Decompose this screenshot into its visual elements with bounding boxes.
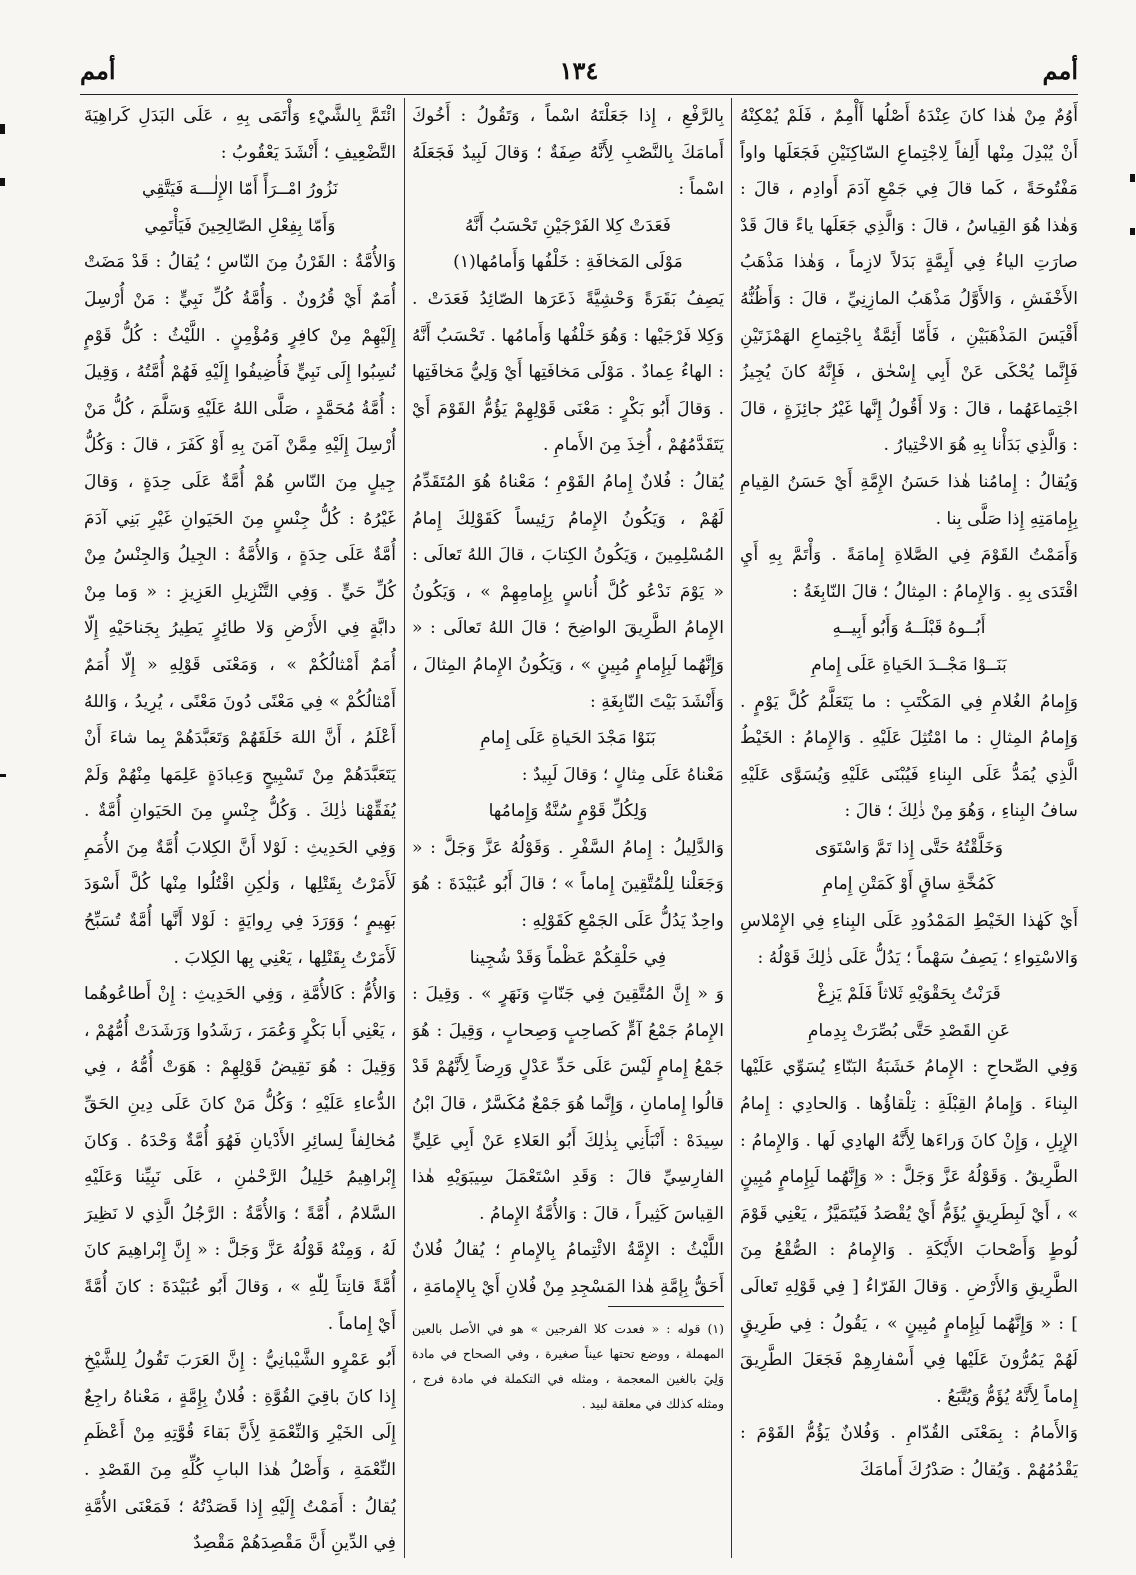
paragraph: وَالأَمامُ : بِمَعْنَى القُدّامِ . وَفُلانٌ يَؤُمُّ القَوْمَ : يَقْدُمُهُمْ . وَيُقالُ : صَدْرُكَ أَمامَكَ [740, 1423, 1078, 1480]
page-number: ١٣٤ [559, 56, 599, 85]
scan-mark [1130, 174, 1135, 182]
paragraph: أَبُو عَمْرٍو الشَّيْبانِيُّ : إِنَّ العَرَبَ تَقُولُ لِلشَّيْخِ إِذا كانَ باقِيَ القُوَّةِ : فُلانٌ بِإِمَّةٍ ، مَعْناهُ راجِعٌ إِلَى الخَيْرِ وَالنِّعْمَةِ لِأَنَّ بَقاءَ قُوَّتِهِ مِنْ أَعْظَمِ النِّعْمَةِ ، وَأَصْلُ هٰذا البابِ كُلِّهِ مِنَ القَصْدِ . يُقالُ : أَمَمْتُ إِلَيْهِ إِذا قَصَدْتُهُ ؛ فَمَعْنَى الأُمَّةِ فِي الدِّينِ أَنَّ مَقْصِدَهُمْ مَقْصِدٌ [84, 1350, 396, 1554]
paragraph: يُقالُ : فُلانٌ إِمامُ القَوْمِ ؛ مَعْناهُ هُوَ المُتَقَدِّمُ لَهُمْ ، وَيَكُونُ الإِمامُ رَئِيساً كَقَوْلِكَ إِمامُ المُسْلِمِينَ ، وَيَكُونُ الكِتابَ ، قالَ اللهُ تَعالَى : « يَوْمَ نَدْعُو كُلَّ أُناسٍ بِإِمامِهِمْ » ، وَيَكُونُ الإِمامُ الطَّرِيقَ الواضِحَ ؛ قالَ اللهُ تَعالَى : « وَإِنَّهُما لَبِإِمامٍ مُبِينٍ » ، وَيَكُونُ الإِمامُ المِثالَ ، وَأَنْشَدَ بَيْتَ النّابِغَةِ : [412, 471, 724, 712]
column-right [740, 98, 1078, 1558]
column-middle [412, 98, 724, 1298]
verse-line: وَلِكُلِّ قَوْمٍ سُنَّةٌ وَإِمامُها [488, 801, 648, 822]
paragraph: وَالدَّلِيلُ : إِمامُ السَّفْرِ . وَقَوْلُهُ عَزَّ وَجَلَّ : « وَجَعَلْنا لِلْمُتَّقِينَ إِماماً » ؛ قالَ أَبُو عُبَيْدَةَ : هُوَ واحِدٌ يَدُلُّ عَلَى الجَمْعِ كَقَوْلِهِ : [412, 837, 724, 932]
verse-line: مَوْلَى المَخافَةِ : خَلْفُها وَأَمامُها(١) [453, 252, 683, 273]
scan-mark [0, 774, 6, 777]
scan-mark [0, 178, 5, 186]
paragraph: يَصِفُ بَقَرَةً وَحْشِيَّةً ذَعَرَها الصّائِدُ فَعَدَتْ . وَكِلا فَرْجَيْها : وَهُوَ خَلْفُها وَأَمامُها . تَحْسَبُ أَنَّهُ : الهاءُ عِمادٌ . مَوْلَى مَخافَتِها أَيْ وَلِيُّ مَخافَتِها . وَقالَ أَبُو بَكْرٍ : مَعْنَى قَوْلِهِمْ يَؤُمُّ القَوْمَ أَيْ يَتَقَدَّمُهُمْ ، أُخِذَ مِنَ الأَمامِ . [412, 288, 724, 456]
footnote-text: (١) قوله : « فعدت كلا الفرجين » هو في الأصل بالعين المهملة ، ووضع تحتها عيناً صغيرة ، وفي الصحاح في مادة وَلِيَ بالغين المعجمة ، ومثله في التكملة في مادة فرج ، ومثله كذلك في معلقة لبيد . [412, 1321, 724, 1411]
paragraph: وَالأُمَّةُ : القَرْنُ مِنَ النّاسِ ؛ يُقالُ : قَدْ مَضَتْ أُمَمٌ أَيْ قُرُونٌ . وَأُمَّةُ كُلِّ نَبِيٍّ : مَنْ أُرْسِلَ إِلَيْهِمْ مِنْ كافِرٍ وَمُؤْمِنٍ . اللَّيْثُ : كُلُّ قَوْمٍ نُسِبُوا إِلَى نَبِيٍّ فَأُضِيفُوا إِلَيْهِ فَهُمْ أُمَّتُهُ ، وَقِيلَ : أُمَّةُ مُحَمَّدٍ ، صَلَّى اللهُ عَلَيْهِ وَسَلَّمَ ، كُلُّ مَنْ أُرْسِلَ إِلَيْهِ مِمَّنْ آمَنَ بِهِ أَوْ كَفَرَ ، قالَ : وَكُلُّ جِيلٍ مِنَ النّاسِ هُمْ أُمَّةٌ عَلَى حِدَةٍ ، وَقالَ غَيْرُهُ : كُلُّ جِنْسٍ مِنَ الحَيَوانِ غَيْرِ بَنِي آدَمَ أُمَّةٌ عَلَى حِدَةٍ ، وَالأُمَّةُ : الجِيلُ وَالجِنْسُ مِنْ كُلِّ حَيٍّ . وَفِي التَّنْزِيلِ العَزِيزِ : « وَما مِنْ دابَّةٍ فِي الأَرْضِ وَلا طائِرٍ يَطِيرُ بِجَناحَيْهِ إِلّا أُمَمٌ أَمْثالُكُمْ » ، وَمَعْنَى قَوْلِهِ « إِلّا أُمَمٌ أَمْثالُكُمْ » فِي مَعْنًى دُونَ مَعْنًى ، يُرِيدُ ، وَاللهُ أَعْلَمُ ، أَنَّ اللهَ خَلَقَهُمْ وَتَعَبَّدَهُمْ بِما شاءَ أَنْ يَتَعَبَّدَهُمْ مِنْ تَسْبِيحٍ وَعِبادَةٍ عَلِمَها مِنْهُمْ وَلَمْ يُفَقِّهْنا ذٰلِكَ . وَكُلُّ جِنْسٍ مِنَ الحَيَوانِ أُمَّةٌ . وَفِي الحَدِيثِ : لَوْلا أَنَّ الكِلابَ أُمَّةٌ مِنَ الأُمَمِ لَأَمَرْتُ بِقَتْلِها ، وَلٰكِنِ اقْتُلُوا مِنْها كُلَّ أَسْوَدَ بَهِيمٍ ؛ وَوَرَدَ فِي رِوايَةٍ : لَوْلا أَنَّها أُمَّةٌ تُسَبِّحُ لَأَمَرْتُ بِقَتْلِها ، يَعْنِي بِها الكِلابَ . [84, 252, 396, 968]
verse-line: نَزُورُ امْــرَأً أَمّا الإِلٰـــهَ فَيَتَّقِي [142, 179, 338, 200]
paragraph: بِالرَّفْعِ ، إِذا جَعَلْتَهُ اسْماً ، وَتَقُولُ : أَخُوكَ أَمامَكَ بِالنَّصْبِ لِأَنَّهُ صِفَةٌ ؛ وَقالَ لَبِيدٌ فَجَعَلَهُ اسْماً : [412, 106, 724, 200]
column-left [84, 98, 396, 1558]
column-divider [404, 98, 405, 1558]
running-headword-left: أمم [80, 56, 116, 85]
verse-line: عَنِ القَصْدِ حَتَّى بُصِّرَتْ بِدِمامِ [807, 1020, 1011, 1041]
verse-line: قَرَنْتُ بِحَقْوَيْهِ ثَلاثاً فَلَمْ يَزِغْ [817, 984, 1001, 1005]
paragraph: وَالأُمُّ : كَالأُمَّةِ ، وَفِي الحَدِيثِ : إِنْ أَطاعُوهُما ، يَعْنِي أَبا بَكْرٍ وَعُمَرَ ، رَشَدُوا وَرَشَدَتْ أُمُّهُمْ ، وَقِيلَ : هُوَ نَقِيضُ قَوْلِهِمْ : هَوَتْ أُمُّهُ ، فِي الدُّعاءِ عَلَيْهِ ؛ وَكُلُّ مَنْ كانَ عَلَى دِينِ الحَقِّ مُخالِفاً لِسائِرِ الأَدْيانِ فَهُوَ أُمَّةٌ وَحْدَهُ . وَكانَ إِبْراهِيمُ خَلِيلُ الرَّحْمٰنِ ، عَلَى نَبِيِّنا وَعَلَيْهِ السَّلامُ ، أُمَّةً ؛ وَالأُمَّةُ : الرَّجُلُ الَّذِي لا نَظِيرَ لَهُ ، وَمِنْهُ قَوْلُهُ عَزَّ وَجَلَّ : « إِنَّ إِبْراهِيمَ كانَ أُمَّةً قانِتاً لِلّٰهِ » ، وَقالَ أَبُو عُبَيْدَةَ : كانَ أُمَّةً أَيْ إِماماً . [84, 984, 396, 1334]
footnote [412, 1316, 724, 1556]
paragraph: مَعْناهُ عَلَى مِثالٍ ؛ وَقالَ لَبِيدٌ : [521, 764, 724, 785]
scan-mark [0, 124, 5, 134]
footnote-separator [608, 1306, 724, 1307]
header-rule [80, 94, 1078, 95]
paragraph: وَفِي الصِّحاحِ : الإِمامُ خَشَبَةُ البَنّاءِ يُسَوِّي عَلَيْها البِناءَ . وَإِمامُ القِبْلَةِ : تِلْقاؤُها . وَالحادِي : إِمامُ الإِبِلِ ، وَإِنْ كانَ وَراءَها لِأَنَّهُ الهادِي لَها . وَالإِمامُ : الطَّرِيقُ . وَقَوْلُهُ عَزَّ وَجَلَّ : « وَإِنَّهُما لَبِإِمامٍ مُبِينٍ » ، أَيْ لَبِطَرِيقٍ يُؤَمُّ أَيْ يُقْصَدُ فَيُتَمَيَّزُ ، يَعْنِي قَوْمَ لُوطٍ وَأَصْحابَ الأَيْكَةِ . وَالإِمامُ : الصُّقْعُ مِنَ الطَّرِيقِ وَالأَرْضِ . وَقالَ الفَرّاءُ [ فِي قَوْلِهِ تَعالَى ] : « وَإِنَّهُما لَبِإِمامٍ مُبِينٍ » ، يَقُولُ : فِي طَرِيقٍ لَهُمْ يَمُرُّونَ عَلَيْها فِي أَسْفارِهِمْ فَجَعَلَ الطَّرِيقَ إِماماً لِأَنَّهُ يُؤَمُّ وَيُتَّبَعُ . [740, 1057, 1078, 1407]
verse-line: وَخَلَّقْتُهُ حَتَّى إِذا تَمَّ وَاسْتَوَى [814, 837, 1004, 858]
paragraph: وَأَمَمْتُ القَوْمَ فِي الصَّلاةِ إِمامَةً . وَأْتَمَّ بِهِ أَيِ اقْتَدَى بِهِ . وَالإِمامُ : المِثالُ ؛ قالَ النّابِغَةُ : [740, 545, 1078, 602]
verse-line: وَأَمّا بِفِعْلِ الصّالِحِينَ فَيَأْتَمِي [144, 215, 336, 236]
verse-line: أَبُــوهُ قَبْلَــهُ وَأَبُو أَبِيــهِ [832, 618, 986, 639]
paragraph: وَ « إِنَّ المُتَّقِينَ فِي جَنّاتٍ وَنَهَرٍ » . وَقِيلَ : الإِمامُ جَمْعُ آمٍّ كَصاحِبٍ وَصِحابٍ ، وَقِيلَ : هُوَ جَمْعُ إِمامٍ لَيْسَ عَلَى حَدِّ عَدْلٍ وَرِضاً لِأَنَّهُمْ قَدْ قالُوا إِمامانِ ، وَإِنَّما هُوَ جَمْعٌ مُكَسَّرٌ ، قالَ ابْنُ سِيدَهْ : أَنْبَأَنِي بِذٰلِكَ أَبُو العَلاءِ عَنْ أَبِي عَلِيٍّ الفارِسِيِّ قالَ : وَقَدِ اسْتَعْمَلَ سِيبَوَيْهِ هٰذا القِياسَ كَثِيراً ، قالَ : وَالأُمَّةُ الإِمامُ . [412, 984, 724, 1224]
column-divider [731, 98, 732, 1558]
verse-line: بَنَوْا مَجْدَ الحَياةِ عَلَى إِمامِ [480, 728, 656, 749]
paragraph: وَيُقالُ : إِمامُنا هٰذا حَسَنُ الإِمَّةِ أَيْ حَسَنُ القِيامِ بِإِمامَتِهِ إِذا صَلَّى بِنا . [740, 471, 1078, 529]
paragraph: اللَّيْثُ : الإِمَّةُ الائْتِمامُ بِالإِمامِ ؛ يُقالُ فُلانٌ أَحَقُّ بِإِمَّةِ هٰذا المَسْجِدِ مِنْ فُلانٍ أَيْ بِالإِمامَةِ ، [412, 1240, 724, 1297]
verse-line: فِي حَلْقِكُمْ عَظْماً وَقَدْ شُجِينا [469, 947, 667, 968]
scan-mark [1130, 228, 1135, 235]
paragraph: أَيْ كَهٰذا الخَيْطِ المَمْدُودِ عَلَى البِناءِ فِي الإِمْلاسِ وَالاسْتِواءِ ؛ يَصِفُ سَهْماً ؛ يَدُلُّ عَلَى ذٰلِكَ قَوْلُهُ : [740, 911, 1078, 968]
running-headword-right: أمم [1042, 56, 1078, 85]
paragraph: أَوُمٌ مِنْ هٰذا كانَ عِنْدَهُ أَصْلُها أَأْمِمٌ ، فَلَمْ يُمْكِنْهُ أَنْ يُبْدِلَ مِنْها أَلِفاً لِاجْتِماعِ السّاكِنَيْنِ فَجَعَلَها واواً مَفْتُوحَةً ، كَما قالَ فِي جَمْعِ آدَمَ أَوادِم ، قالَ : وَهٰذا هُوَ القِياسُ ، قالَ : وَالَّذِي جَعَلَها ياءً قالَ قَدْ صارَتِ الياءُ فِي أَيِمَّةٍ بَدَلاً لازِماً ، وَهٰذا مَذْهَبُ الأَخْفَشِ ، وَالأَوَّلُ مَذْهَبُ المازِنِيِّ ، قالَ : وَأَظُنُّهُ أَقْيَسَ المَذْهَبَيْنِ ، فَأَمّا أَئِمَّةٌ بِاجْتِماعِ الهَمْزَتَيْنِ فَإِنَّما يُحْكَى عَنْ أَبِي إِسْحٰق ، فَإِنَّهُ كانَ يُجِيزُ اجْتِماعَهُما ، قالَ : وَلا أَقُولُ إِنَّها غَيْرُ جائِزَةٍ ، قالَ : وَالَّذِي بَدَأْنا بِهِ هُوَ الاخْتِيارُ . [740, 106, 1078, 456]
verse-line: بَنَــوْا مَجْــدَ الحَياةِ عَلَى إِمامِ [811, 654, 1007, 675]
verse-line: كَمُخَّةِ ساقٍ أَوْ كَمَتْنِ إِمامِ [822, 874, 996, 895]
paragraph: وَإِمامُ الغُلامِ فِي المَكْتَبِ : ما يَتَعَلَّمُ كُلَّ يَوْمٍ . وَإِمامُ المِثالِ : ما امْتُثِلَ عَلَيْهِ . وَالإِمامُ : الخَيْطُ الَّذِي يُمَدُّ عَلَى البِناءِ فَيُبْنَى عَلَيْهِ وَيُسَوَّى عَلَيْهِ سافُ البِناءِ ، وَهُوَ مِنْ ذٰلِكَ ؛ قالَ : [740, 691, 1078, 822]
paragraph: ائْتَمَّ بِالشَّيْءِ وَأْتَمَى بِهِ ، عَلَى البَدَلِ كَراهِيَةَ التَّضْعِيفِ ؛ أَنْشَدَ يَعْقُوبُ : [84, 106, 396, 163]
page-header [80, 56, 1078, 92]
verse-line: فَعَدَتْ كِلا الفَرْجَيْنِ تَحْسَبُ أَنَّهُ [465, 215, 671, 236]
